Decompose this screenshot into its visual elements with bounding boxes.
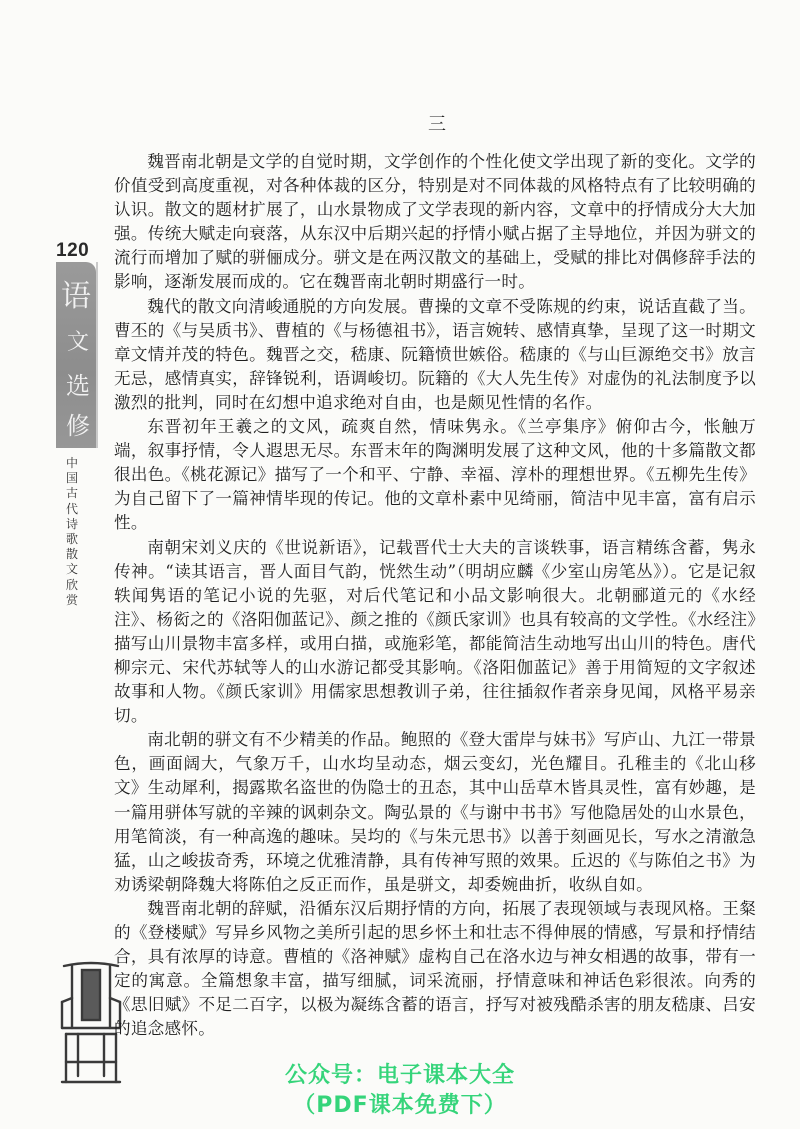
side-band-char: 文 (67, 330, 90, 355)
paragraph: 南朝宋刘义庆的《世说新语》，记载晋代士大夫的言谈轶事，语言精练含蓄，隽永传神。“读其语言，晋人面目气韵，恍然生动”（明胡应麟《少室山房笔丛》）。它是记叙轶闻隽语的笔记小说的先驱，对后代笔记和小品文影响很大。北朝郦道元的《水经注》、杨衒之的《洛阳伽蓝记》、颜之推的《颜氏家训》也具有较高的文学性。《水经注》描写山川景物丰富多样，或用白描，或施彩笔，都能简洁生动地写出山川的特色。唐代柳宗元、宋代苏轼等人的山水游记都受其影响。《洛阳伽蓝记》善于用简短的文字叙述故事和人物。《颜氏家训》用儒家思想教训子弟，往往插叙作者亲身见闻，风格平易亲切。 (114, 537, 756, 726)
side-band-char: 语 (61, 279, 91, 314)
paragraph: 东晋初年王羲之的文风，疏爽自然，情味隽永。《兰亭集序》俯仰古今，怅触万端，叙事抒情，令人遐思无尽。东晋末年的陶渊明发展了这种文风，他的十多篇散文都很出色。《桃花源记》描写了一个和平、宁静、幸福、淳朴的理想世界。《五柳先生传》为自己留下了一篇神情毕现的传记。他的文章朴素中见绮丽，简洁中见丰富，富有启示性。 (114, 417, 756, 533)
side-band (56, 262, 96, 448)
page-number: 120 (56, 240, 90, 261)
section-number: 三 (428, 114, 446, 135)
watermark-line: （PDF课本免费下） (293, 1093, 507, 1118)
side-band-rule (96, 262, 98, 448)
side-band-char: 选 (66, 372, 90, 400)
paragraph: 魏晋南北朝的辞赋，沿循东汉后期抒情的方向，拓展了表现领域与表现风格。王粲的《登楼赋》写异乡风物之美所引起的思乡怀土和壮志不得伸展的情感，写景和抒情结合，具有浓厚的诗意。曹植的《洛神赋》虚构自己在洛水边与神女相遇的故事，带有一定的寓意。全篇想象丰富，描写细腻，词采流丽，抒情意味和神话色彩很浓。向秀的《思旧赋》不足二百字，以极为凝练含蓄的语言，抒写对被残酷杀害的朋友嵇康、吕安的追念感怀。 (114, 898, 756, 1039)
paragraph: 魏代的散文向清峻通脱的方向发展。曹操的文章不受陈规的约束，说话直截了当。曹丕的《与吴质书》、曹植的《与杨德祖书》，语言婉转、感情真挚，呈现了这一时期文章文情并茂的特色。魏晋之交，嵇康、阮籍愤世嫉俗。嵇康的《与山巨源绝交书》放言无忌，感情真实，辞锋锐利，语调峻切。阮籍的《大人先生传》对虚伪的礼法制度予以激烈的批判，同时在幻想中追求绝对自由，也是颇见性情的名作。 (114, 296, 756, 412)
side-band-char: 修 (66, 412, 90, 440)
body-text (114, 150, 756, 1041)
paragraph: 南北朝的骈文有不少精美的作品。鲍照的《登大雷岸与妹书》写庐山、九江一带景色，画面阔大，气象万千，山水均呈动态，烟云变幻，光色耀目。孔稚圭的《北山移文》生动犀利，揭露欺名盗世的伪隐士的丑态，其中山岳草木皆具灵性，富有妙趣，是一篇用骈体写就的辛辣的讽刺杂文。陶弘景的《与谢中书书》写他隐居处的山水景色，用笔简淡，有一种高逸的趣味。吴均的《与朱元思书》以善于刻画见长，写水之清澈急猛，山之峻拔奇秀，环境之优雅清静，具有传神写照的效果。丘迟的《与陈伯之书》为劝诱梁朝降魏大将陈伯之反正而作，虽是骈文，却委婉曲折，收纵自如。 (114, 730, 756, 894)
paragraph: 魏晋南北朝是文学的自觉时期，文学创作的个性化使文学出现了新的变化。文学的价值受到高度重视，对各种体裁的区分，特别是对不同体裁的风格特点有了比较明确的认识。散文的题材扩展了，山水景物成了文学表现的新内容，文章中的抒情成分大大加强。传统大赋走向衰落，从东汉中后期兴起的抒情小赋占据了主导地位，并因为骈文的流行而增加了赋的骈俪成分。骈文是在两汉散文的基础上，受赋的排比对偶修辞手法的影响，逐渐发展而成的。它在魏晋南北朝时期盛行一时。 (114, 152, 756, 292)
watermark-line: 公众号：电子课本大全 (284, 1063, 515, 1088)
series-title: 中国古代诗歌散文欣赏 (65, 456, 78, 607)
